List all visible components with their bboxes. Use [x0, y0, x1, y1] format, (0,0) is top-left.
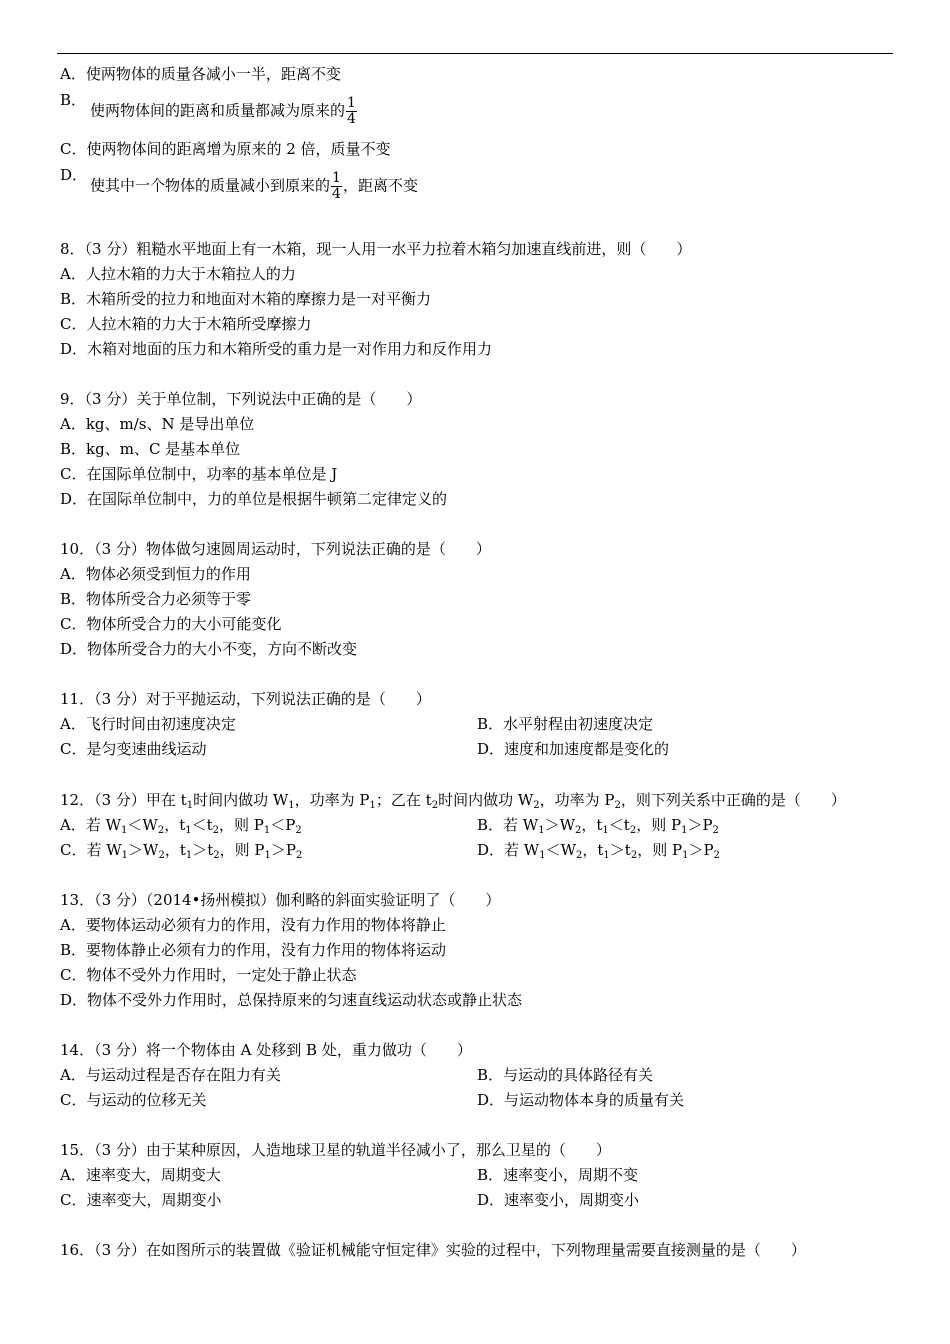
q13-option-d: D．物体不受外力作用时，总保持原来的匀速直线运动状态或静止状态 [60, 991, 523, 1009]
q7-option-b-text: 使两物体间的距离和质量都减为原来的 [90, 101, 346, 120]
q13-option-b: B．要物体静止必须有力的作用，没有力作用的物体将运动 [60, 941, 447, 959]
q10-option-c: C．物体所受合力的大小可能变化 [60, 615, 282, 633]
q13-option-c: C．物体不受外力作用时，一定处于静止状态 [60, 966, 357, 984]
q10-option-b: B．物体所受合力必须等于零 [60, 590, 252, 608]
q11-stem: 11．（3 分）对于平抛运动，下列说法正确的是（ ） [60, 690, 431, 708]
q7-option-c: C．使两物体间的距离增为原来的 2 倍，质量不变 [60, 140, 391, 158]
q12-stem: 12．（3 分）甲在 $t_1$时间内做功 $W_1$，功率为 $P_1$；乙在 $t_2$时间内做功 $W_2$，功率为 $P_2$，则下列关系中正确的是（ ） [60, 791, 846, 811]
q13-option-a: A．要物体运动必须有力的作用，没有力作用的物体将静止 [60, 916, 446, 934]
q14-option-c: C．与运动的位移无关 [60, 1091, 207, 1109]
q14-stem: 14．（3 分）将一个物体由 A 处移到 B 处，重力做功（ ） [60, 1041, 472, 1059]
q11-option-d: D．速度和加速度都是变化的 [477, 740, 670, 758]
q13-stem: 13．（3 分）（2014•扬州模拟）伽利略的斜面实验证明了（ ） [60, 891, 501, 909]
q10-option-d: D．物体所受合力的大小不变，方向不断改变 [60, 640, 358, 658]
q7-option-d-label: D． [60, 166, 88, 184]
q10-stem: 10．（3 分）物体做匀速圆周运动时，下列说法正确的是（ ） [60, 540, 491, 558]
fraction-one-quarter: $\frac{1}{4}$ [347, 95, 356, 127]
q7-option-b [90, 96, 358, 127]
q14-option-a: A．与运动过程是否存在阻力有关 [60, 1066, 281, 1084]
q7-option-d [90, 171, 418, 202]
q9-option-c: C．在国际单位制中，功率的基本单位是 J [60, 465, 338, 483]
q14-option-d: D．与运动物体本身的质量有关 [477, 1091, 685, 1109]
fraction-one-quarter: $\frac{1}{4}$ [332, 170, 341, 202]
q7-option-b-label: B． [60, 91, 87, 109]
q15-option-b: B．速率变小，周期不变 [477, 1166, 639, 1184]
q9-stem: 9．（3 分）关于单位制，下列说法中正确的是（ ） [60, 390, 422, 408]
header-rule [57, 53, 893, 54]
q12-option-d: D．若 $W_1<W_2$，$t_1>t_2$，则 $P_1>P_2$ [477, 841, 720, 861]
q9-option-b: B．kg、m、C 是基本单位 [60, 440, 241, 458]
q7-option-a: A．使两物体的质量各减小一半，距离不变 [60, 65, 341, 83]
q15-stem: 15．（3 分）由于某种原因，人造地球卫星的轨道半径减小了，那么卫星的（ ） [60, 1141, 611, 1159]
q7-option-d-tail: ，距离不变 [342, 176, 418, 195]
q15-option-d: D．速率变小，周期变小 [477, 1191, 640, 1209]
q16-stem: 16．（3 分）在如图所示的装置做《验证机械能守恒定律》实验的过程中，下列物理量需要直接测量的是（ ） [60, 1241, 806, 1259]
q9-option-d: D．在国际单位制中，力的单位是根据牛顿第二定律定义的 [60, 490, 448, 508]
q12-option-c: C．若 $W_1>W_2$，$t_1>t_2$，则 $P_1>P_2$ [60, 841, 303, 861]
q15-option-a: A．速率变大，周期变大 [60, 1166, 221, 1184]
q10-option-a: A．物体必须受到恒力的作用 [60, 565, 251, 583]
q11-option-a: A．飞行时间由初速度决定 [60, 715, 236, 733]
q8-stem: 8．（3 分）粗糙水平地面上有一木箱，现一人用一水平力拉着木箱匀加速直线前进，则（ ） [60, 240, 692, 258]
q8-option-a: A．人拉木箱的力大于木箱拉人的力 [60, 265, 296, 283]
q8-option-b: B．木箱所受的拉力和地面对木箱的摩擦力是一对平衡力 [60, 290, 432, 308]
q12-option-a: A．若 $W_1<W_2$，$t_1<t_2$，则 $P_1<P_2$ [60, 816, 302, 836]
q7-option-d-text: 使其中一个物体的质量减小到原来的 [90, 176, 331, 195]
q8-option-d: D．木箱对地面的压力和木箱所受的重力是一对作用力和反作用力 [60, 340, 493, 358]
q11-option-b: B．水平射程由初速度决定 [477, 715, 654, 733]
q9-option-a: A．kg、m/s、N 是导出单位 [60, 415, 255, 433]
q11-option-c: C．是匀变速曲线运动 [60, 740, 207, 758]
q14-option-b: B．与运动的具体路径有关 [477, 1066, 654, 1084]
q12-option-b: B．若 $W_1>W_2$，$t_1<t_2$，则 $P_1>P_2$ [477, 816, 719, 836]
q15-option-c: C．速率变大，周期变小 [60, 1191, 222, 1209]
q8-option-c: C．人拉木箱的力大于木箱所受摩擦力 [60, 315, 312, 333]
